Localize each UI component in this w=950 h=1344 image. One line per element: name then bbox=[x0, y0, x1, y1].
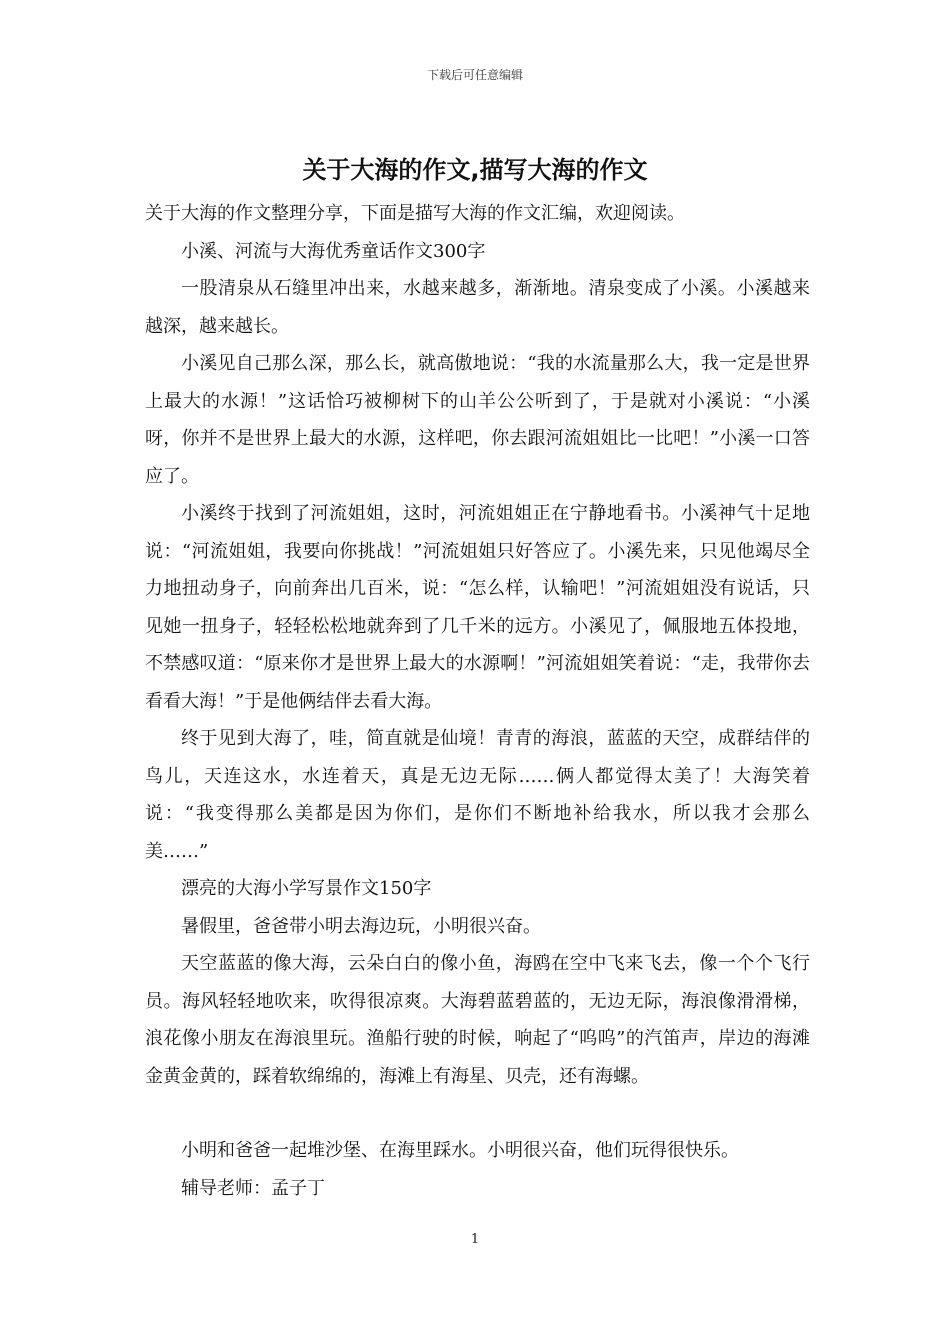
section-heading: 小溪、河流与大海优秀童话作文300字 bbox=[181, 240, 486, 262]
page-number: 1 bbox=[470, 1232, 480, 1247]
body-paragraph: 终于见到大海了，哇，简直就是仙境！青青的海浪，蓝蓝的天空，成群结伴的鸟儿，天连这水，水连着天，真是无边无际……俩人都觉得太美了！大海笑着说：“我变得那么美都是因为你们，是你们不断地补给我水，所以我才会那么美……” bbox=[145, 728, 810, 862]
body-paragraph: 小溪见自己那么深，那么长，就高傲地说：“我的水流量那么大，我一定是世界上最大的水源！”这话恰巧被柳树下的山羊公公听到了，于是就对小溪说：“小溪呀，你并不是世界上最大的水源，这样吧，你去跟河流姐姐比一比吧！”小溪一口答应了。 bbox=[145, 353, 810, 487]
document-title: 关于大海的作文,描写大海的作文 bbox=[302, 156, 648, 184]
body-paragraph: 一股清泉从石缝里冲出来，水越来越多，渐渐地。清泉变成了小溪。小溪越来越深，越来越长。 bbox=[145, 278, 810, 337]
body-paragraph: 暑假里，爸爸带小明去海边玩，小明很兴奋。 bbox=[181, 915, 541, 937]
intro-paragraph: 关于大海的作文整理分享，下面是描写大海的作文汇编，欢迎阅读。 bbox=[145, 203, 685, 224]
body-paragraph: 小明和爸爸一起堆沙堡、在海里踩水。小明很兴奋，他们玩得很快乐。 bbox=[181, 1140, 739, 1161]
page-header: 下载后可任意编辑 bbox=[426, 68, 523, 82]
body-paragraph: 小溪终于找到了河流姐姐，这时，河流姐姐正在宁静地看书。小溪神气十足地说：“河流姐姐，我要向你挑战！”河流姐姐只好答应了。小溪先来，只见他竭尽全力地扭动身子，向前奔出几百米，说：“怎么样，认输吧！”河流姐姐没有说话，只见她一扭身子，轻轻松松地就奔到了几千米的远方。小溪见了，佩服地五体投地，不禁感叹道：“原来你才是世界上最大的水源啊！”河流姐姐笑着说：“走，我带你去看看大海！”于是他俩结伴去看大海。 bbox=[145, 503, 810, 712]
teacher-credit: 辅导老师：孟子丁 bbox=[181, 1177, 325, 1199]
body-paragraph: 天空蓝蓝的像大海，云朵白白的像小鱼，海鸥在空中飞来飞去，像一个个飞行员。海风轻轻地吹来，吹得很凉爽。大海碧蓝碧蓝的，无边无际，海浪像滑滑梯，浪花像小朋友在海浪里玩。渔船行驶的时候，响起了“呜呜”的汽笛声，岸边的海滩金黄金黄的，踩着软绵绵的，海滩上有海星、贝壳，还有海螺。 bbox=[145, 953, 810, 1087]
document-body bbox=[145, 195, 810, 1207]
section-heading: 漂亮的大海小学写景作文150字 bbox=[181, 878, 432, 899]
